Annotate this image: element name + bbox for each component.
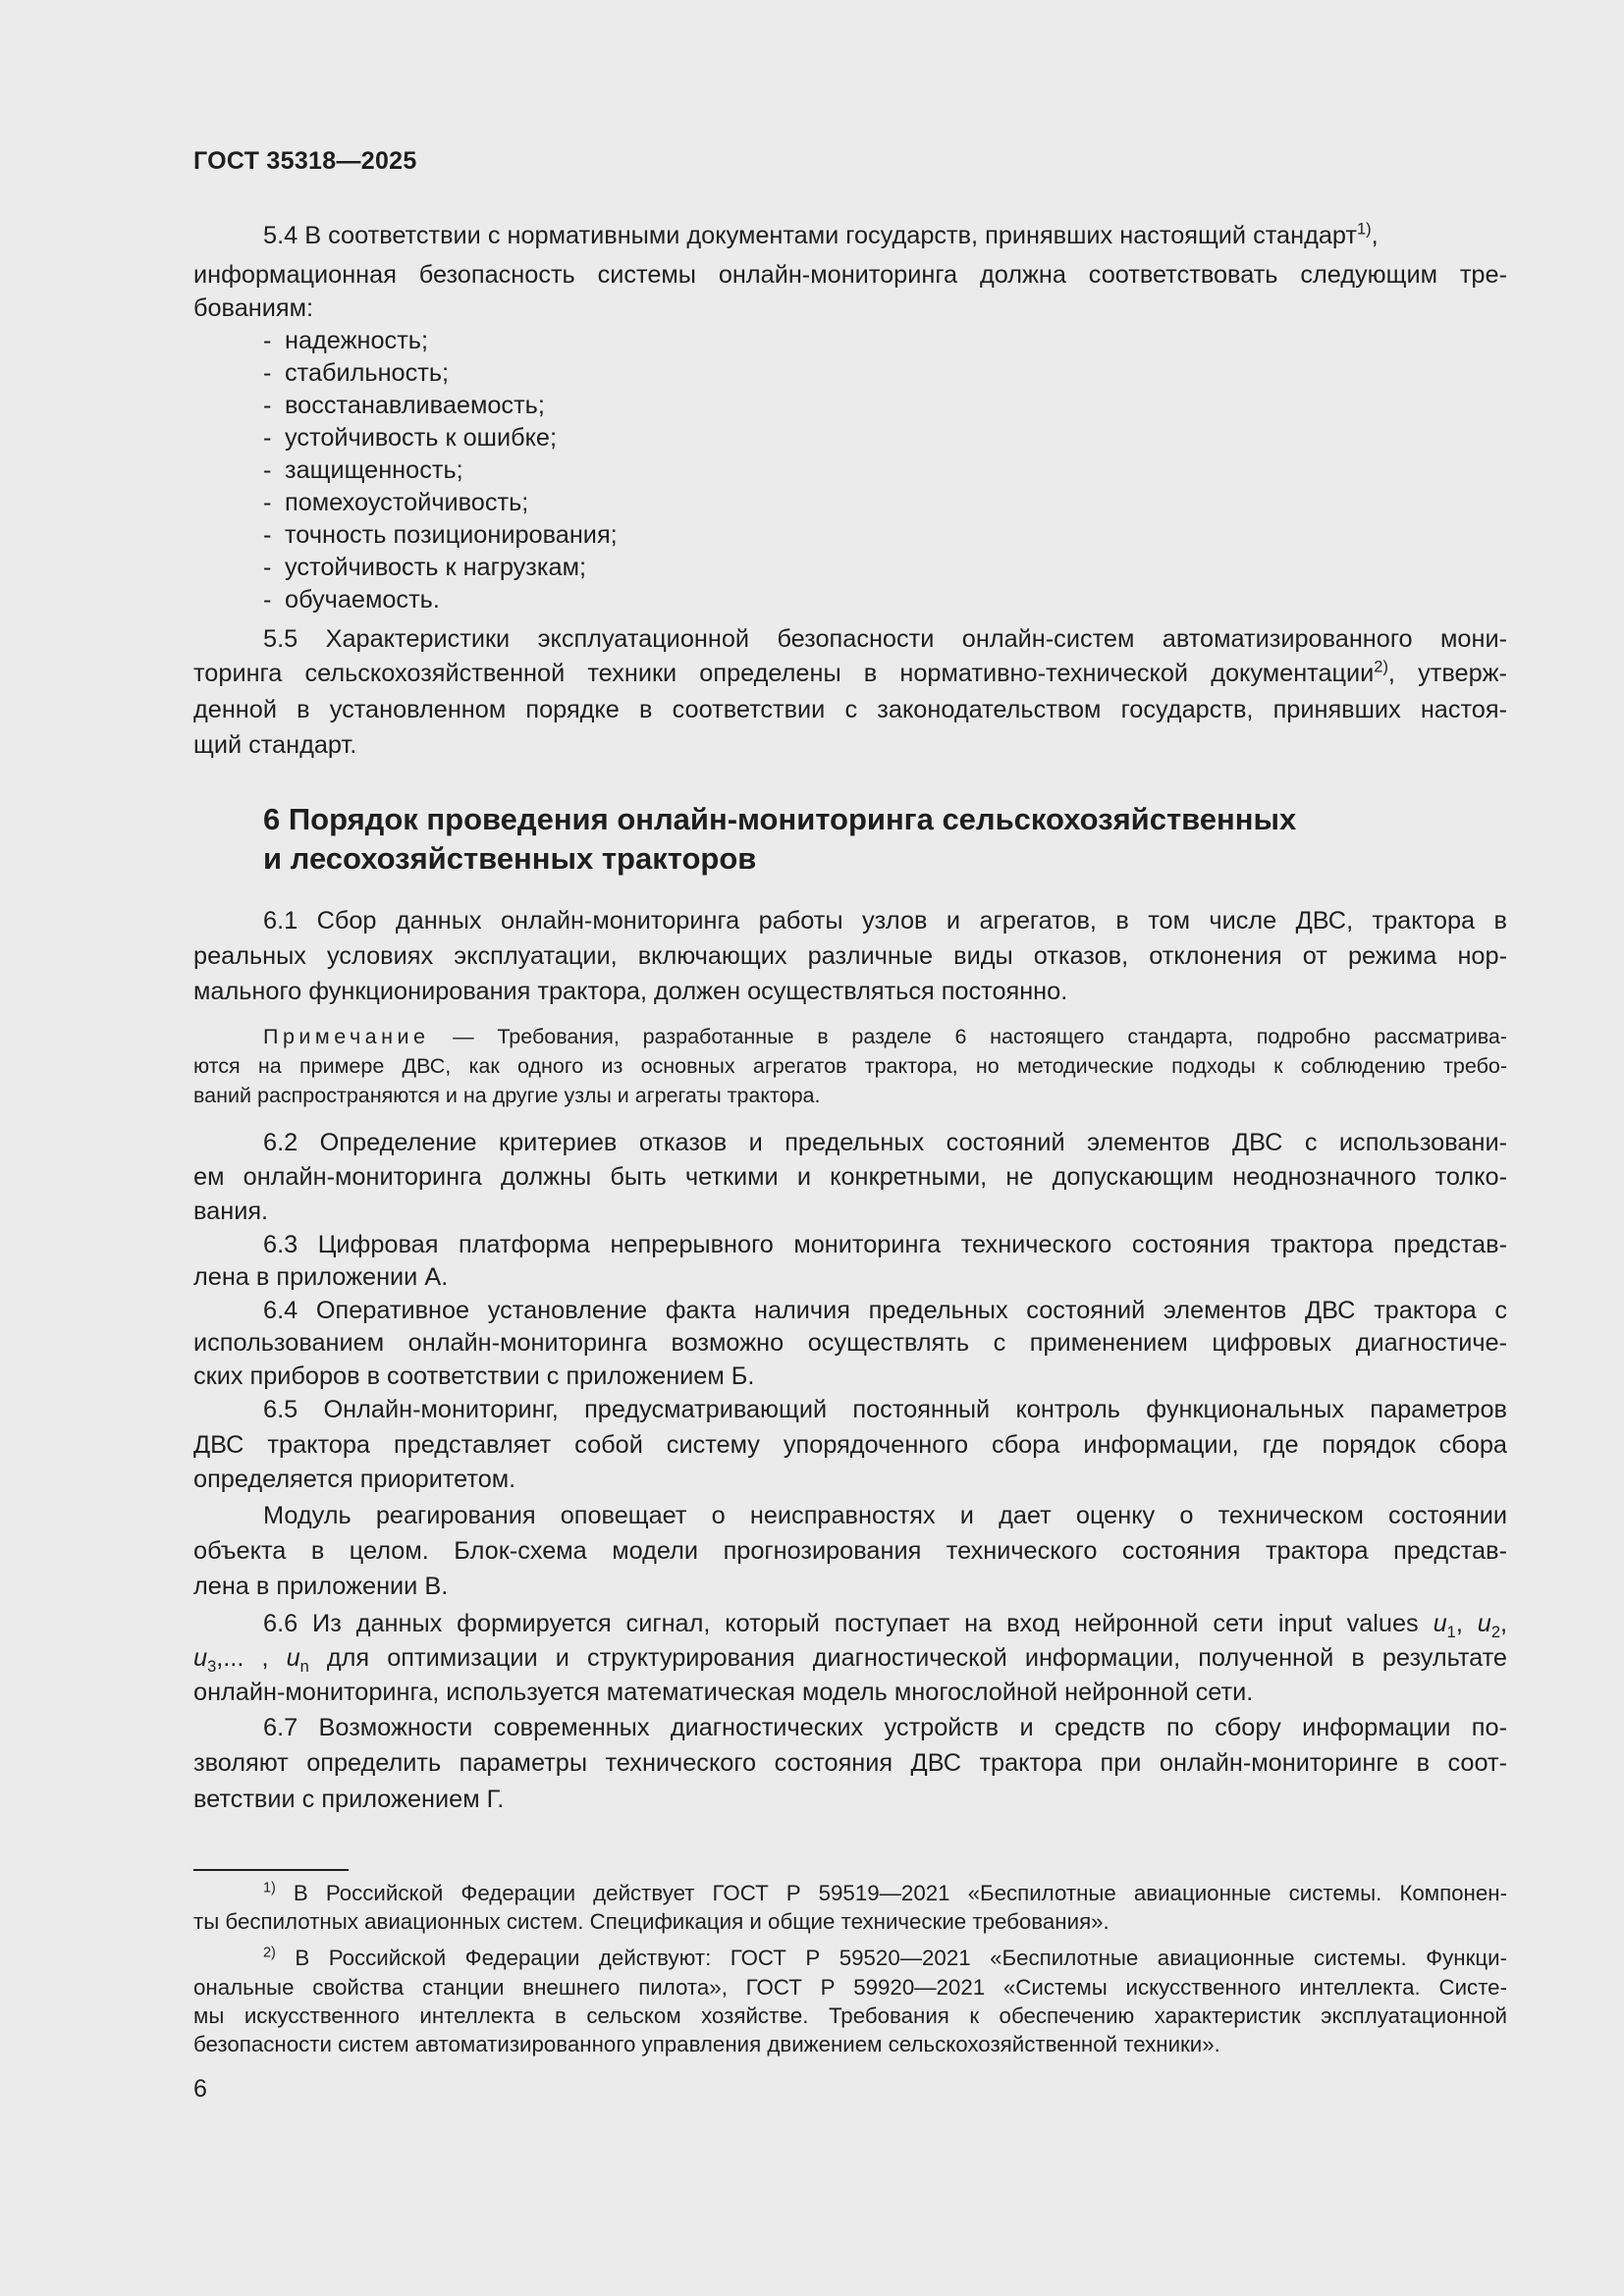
- footnote-1-line-2: ты беспилотных авиационных систем. Спецификация и общие технические требования».: [193, 1909, 1110, 1934]
- section-6-title-line-1: 6 Порядок проведения онлайн-мониторинга сельскохозяйственных: [263, 802, 1297, 836]
- clause-5-4-line-1: [263, 218, 1507, 253]
- note-line-3: ваний распространяются и на другие узлы и агрегаты трактора.: [193, 1084, 821, 1107]
- clause-6-5-line-1: 6.5 Онлайн-мониторинг, предусматривающий постоянный контроль функциональных параметров: [263, 1396, 1507, 1423]
- section-6-title-line-2: и лесохозяйственных тракторов: [263, 841, 757, 876]
- clause-6-7-line-3: ветствии с приложением Г.: [193, 1786, 505, 1813]
- clause-6-5-cont-line-1: Модуль реагирования оповещает о неисправностях и дает оценку о техническом состоянии: [263, 1502, 1507, 1529]
- list-item: [263, 584, 440, 616]
- subscript: 1: [1446, 1624, 1456, 1642]
- list-dash: -: [263, 456, 272, 484]
- clause-6-7-line-2: зволяют определить параметры технического состояния ДВС трактора при онлайн-мониторинге в соот-: [193, 1749, 1507, 1777]
- variable-u: u: [1433, 1610, 1447, 1637]
- list-item-text: устойчивость к ошибке;: [285, 424, 558, 452]
- subscript: 2: [1490, 1624, 1500, 1642]
- footnote-2-mark: 2): [263, 1945, 276, 1961]
- note-text: — Требования, разработанные в разделе 6 настоящего стандарта, подробно рассматрива-: [429, 1025, 1507, 1048]
- clause-6-6-line-3: онлайн-мониторинга, используется математическая модель многослойной нейронной сети.: [193, 1679, 1254, 1706]
- list-item: [263, 487, 528, 519]
- clause-6-6-text: 6.6 Из данных формируется сигнал, который поступает на вход нейронной сети input values: [263, 1610, 1434, 1637]
- subscript: n: [299, 1658, 309, 1677]
- list-dash: -: [263, 424, 272, 452]
- footnote-2-line-1: [263, 1944, 1507, 1973]
- clause-5-4-text: 5.4 В соответствии с нормативными документами государств, принявших настоящий стандарт: [263, 222, 1358, 249]
- list-dash: -: [263, 359, 272, 387]
- clause-6-4-line-1: 6.4 Оперативное установление факта наличия предельных состояний элементов ДВС трактора с: [263, 1297, 1507, 1324]
- list-item: [263, 325, 428, 357]
- clause-5-4-line-3: бованиям:: [193, 294, 314, 322]
- clause-6-6-line-2: [193, 1640, 1507, 1676]
- clause-5-4-line-2: информационная безопасность системы онлайн-мониторинга должна соответствовать следующим тре-: [193, 261, 1507, 289]
- footnote-1-text: В Российской Федерации действует ГОСТ Р 59519—2021 «Беспилотные авиационные системы. Компонен-: [275, 1881, 1507, 1905]
- footnote-1-mark: 1): [263, 1880, 276, 1896]
- clause-5-5-line-2-end: , утверж-: [1387, 660, 1507, 687]
- separator: ,: [1455, 1610, 1478, 1637]
- footnote-2-line-2: ональные свойства станции внешнего пилота», ГОСТ Р 59920—2021 «Системы искусственного интеллекта. Систе-: [193, 1975, 1507, 2000]
- list-dash: -: [263, 327, 272, 354]
- list-item-text: помехоустойчивость;: [285, 489, 529, 516]
- note-line-2: ются на примере ДВС, как одного из основных агрегатов трактора, но методические подходы к соблюдению требо-: [193, 1054, 1507, 1078]
- variable-u: u: [286, 1644, 300, 1672]
- list-item: [263, 390, 545, 422]
- list-item-text: устойчивость к нагрузкам;: [285, 554, 586, 581]
- document-header: ГОСТ 35318—2025: [193, 147, 417, 175]
- list-item: [263, 552, 586, 584]
- list-item: [263, 454, 463, 487]
- clause-6-5-line-2: ДВС трактора представляет собой систему упорядоченного сбора информации, где порядок сбора: [193, 1431, 1507, 1459]
- clause-6-7-line-1: 6.7 Возможности современных диагностических устройств и средств по сбору информации по-: [263, 1714, 1507, 1741]
- clause-6-3-line-1: 6.3 Цифровая платформа непрерывного мониторинга технического состояния трактора представ-: [263, 1231, 1507, 1258]
- note-line-1: [263, 1022, 1507, 1051]
- separator: ,: [1499, 1610, 1507, 1637]
- list-item-text: стабильность;: [285, 359, 450, 387]
- clause-6-6-line-2-text: для оптимизации и структурирования диагностической информации, полученной в результате: [308, 1644, 1507, 1672]
- variable-u: u: [1477, 1610, 1491, 1637]
- footnote-separator: [193, 1869, 349, 1871]
- list-dash: -: [263, 521, 272, 549]
- clause-5-5-line-1: 5.5 Характеристики эксплуатационной безопасности онлайн-систем автоматизированного мони-: [263, 625, 1507, 653]
- clause-6-5-cont-line-3: лена в приложении В.: [193, 1573, 449, 1600]
- list-dash: -: [263, 586, 272, 614]
- list-item: [263, 422, 557, 454]
- clause-6-2-line-1: 6.2 Определение критериев отказов и предельных состояний элементов ДВС с использовани-: [263, 1129, 1507, 1156]
- clause-6-1-line-1: 6.1 Сбор данных онлайн-мониторинга работы узлов и агрегатов, в том числе ДВС, трактора в: [263, 907, 1507, 934]
- list-item: [263, 357, 449, 390]
- variable-u: u: [193, 1644, 208, 1672]
- clause-6-6-line-1: [263, 1606, 1507, 1641]
- footnote-1-line-1: [263, 1879, 1507, 1908]
- list-dash: -: [263, 554, 272, 581]
- footnote-2-line-4: безопасности систем автоматизированного управления движением сельскохозяйственной техники».: [193, 2032, 1220, 2056]
- clause-6-2-line-3: вания.: [193, 1198, 269, 1225]
- subscript: 3: [207, 1658, 217, 1677]
- list-item-text: восстанавливаемость;: [285, 392, 545, 419]
- clause-5-5-line-2: [193, 656, 1507, 691]
- clause-6-5-cont-line-2: объекта в целом. Блок-схема модели прогнозирования технического состояния трактора представ-: [193, 1537, 1507, 1565]
- separator: ,... ,: [216, 1644, 287, 1672]
- footnote-2-line-3: мы искусственного интеллекта в сельском хозяйстве. Требования к обеспечению характеристик эксплуатационной: [193, 2003, 1507, 2028]
- list-dash: -: [263, 392, 272, 419]
- footnote-ref-1: 1): [1357, 220, 1372, 239]
- list-dash: -: [263, 489, 272, 516]
- footnote-2-text: В Российской Федерации действуют: ГОСТ Р 59520—2021 «Беспилотные авиационные системы. Функци-: [275, 1946, 1507, 1970]
- clause-6-3-line-2: лена в приложении А.: [193, 1263, 449, 1291]
- list-item-text: точность позиционирования;: [285, 521, 618, 549]
- clause-6-4-line-2: использованием онлайн-мониторинга возможно осуществлять с применением цифровых диагностиче-: [193, 1329, 1507, 1357]
- clause-6-2-line-2: ем онлайн-мониторинга должны быть четкими и конкретными, не допускающим неоднозначного толко-: [193, 1163, 1507, 1191]
- clause-6-4-line-3: ских приборов в соответствии с приложением Б.: [193, 1362, 755, 1390]
- clause-5-5-line-3: денной в установленном порядке в соответствии с законодательством государств, принявших настоя-: [193, 696, 1507, 723]
- note-label: Примечание: [263, 1025, 430, 1048]
- list-item-text: надежность;: [285, 327, 428, 354]
- list-item-text: обучаемость.: [285, 586, 440, 614]
- clause-6-5-line-3: определяется приоритетом.: [193, 1466, 516, 1493]
- footnote-ref-2: 2): [1374, 658, 1388, 676]
- clause-6-1-line-2: реальных условиях эксплуатации, включающих различные виды отказов, отклонения от режима нор-: [193, 942, 1507, 970]
- clause-5-5-text: торинга сельскохозяйственной техники определены в нормативно-технической документации: [193, 660, 1375, 687]
- list-item-text: защищенность;: [285, 456, 463, 484]
- list-item: [263, 519, 618, 552]
- clause-5-4-line-1-end: ,: [1371, 222, 1379, 249]
- clause-6-1-line-3: мального функционирования трактора, должен осуществляться постоянно.: [193, 978, 1068, 1005]
- page-number: 6: [193, 2075, 207, 2103]
- clause-5-5-line-4: щий стандарт.: [193, 731, 357, 759]
